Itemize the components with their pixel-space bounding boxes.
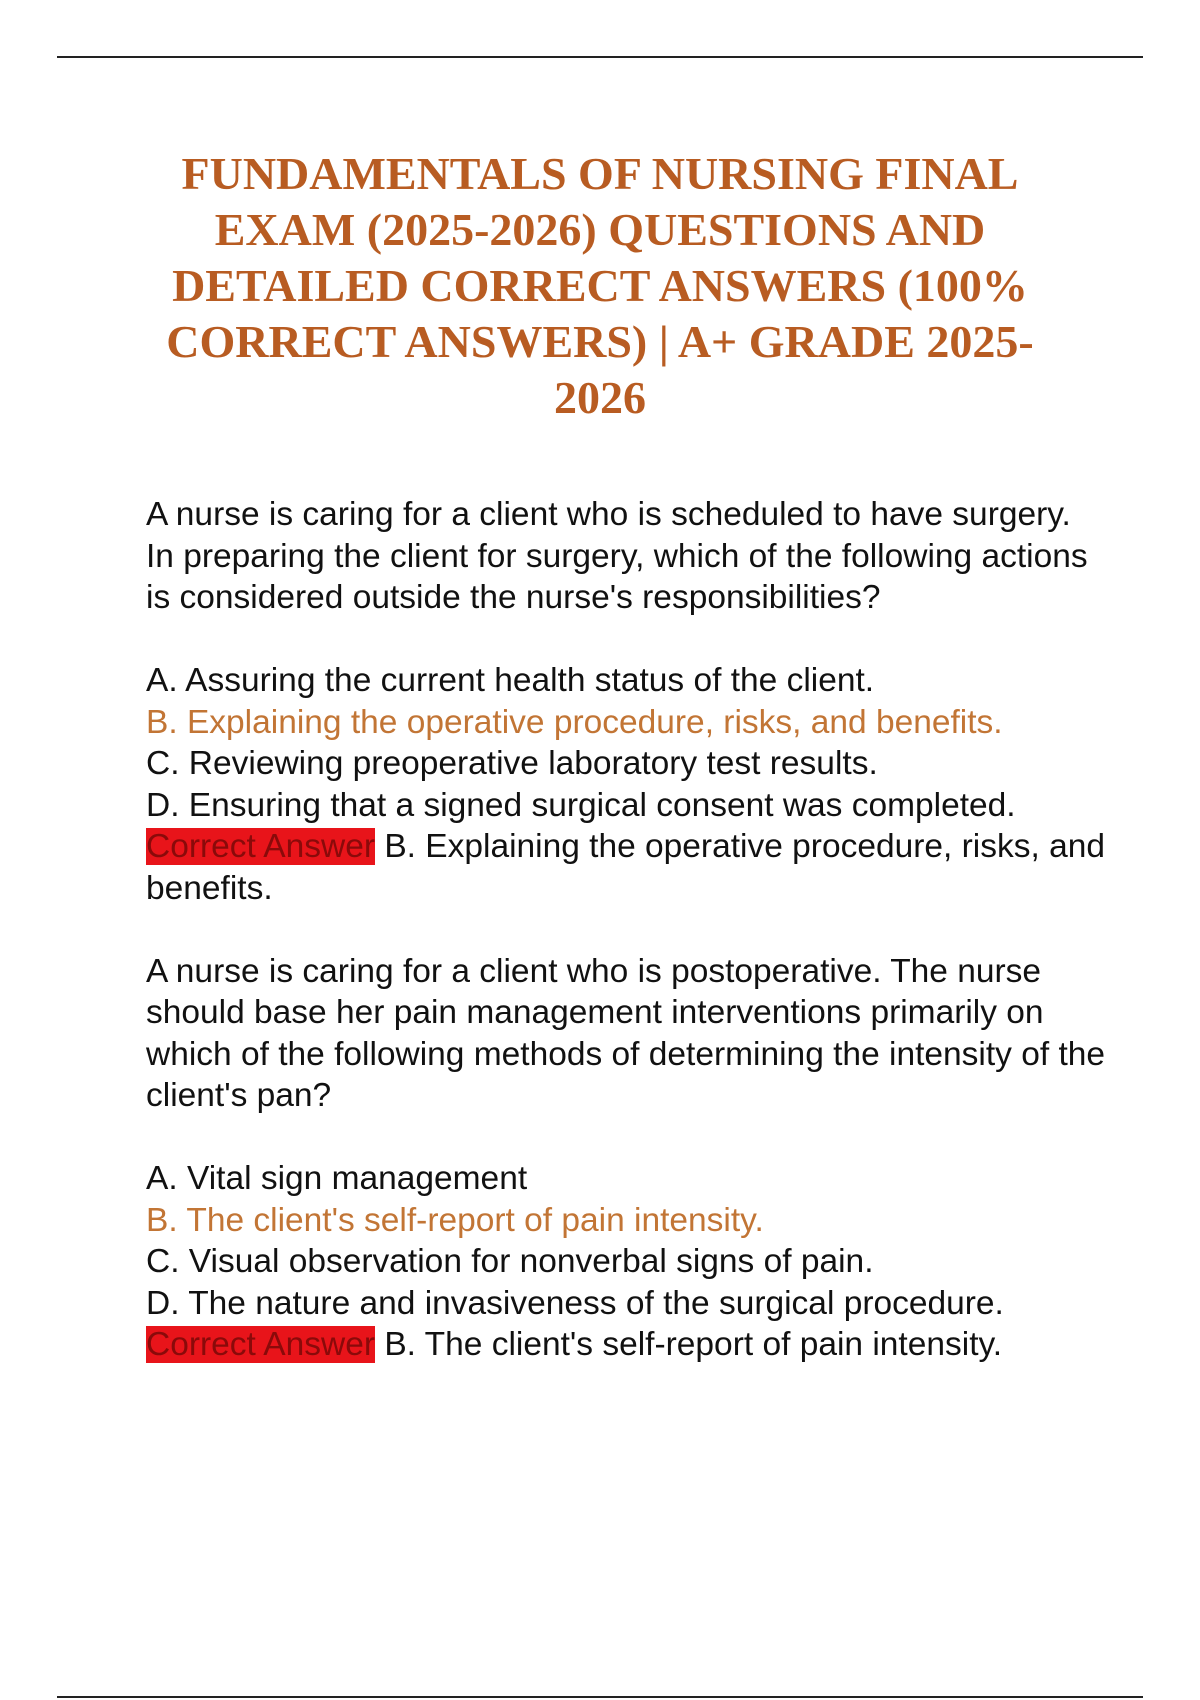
- document-title: FUNDAMENTALS OF NURSING FINAL EXAM (2025-2026) QUESTIONS AND DETAILED CORRECT ANSWERS (100% CORRECT ANSWERS) | A+ GRADE 2025-2026: [166, 148, 1034, 423]
- top-divider: [57, 56, 1143, 58]
- correct-answer-line: [146, 1324, 1106, 1366]
- correct-answer-line: [146, 826, 1106, 909]
- correct-answer-label: Correct Answer: [146, 828, 375, 865]
- question-block-2: [146, 951, 1106, 1366]
- option-b-highlighted: B. Explaining the operative procedure, risks, and benefits.: [146, 703, 1003, 741]
- question-text: A nurse is caring for a client who is scheduled to have surgery. In preparing the client for surgery, which of the following actions is considered outside the nurse's responsibilities?: [146, 496, 1088, 616]
- question-list: [146, 494, 1106, 1407]
- correct-answer-label: Correct Answer: [146, 1326, 375, 1363]
- option-b-highlighted: B. The client's self-report of pain intensity.: [146, 1201, 764, 1239]
- option-c: C. Reviewing preoperative laboratory test results.: [146, 745, 878, 782]
- option-c: C. Visual observation for nonverbal signs of pain.: [146, 1243, 874, 1280]
- correct-answer-text: B. The client's self-report of pain intensity.: [384, 1326, 1003, 1363]
- question-block-1: [146, 494, 1106, 909]
- option-d: D. The nature and invasiveness of the surgical procedure.: [146, 1284, 1004, 1322]
- bottom-divider: [57, 1696, 1143, 1698]
- option-a: A. Assuring the current health status of the client.: [146, 662, 875, 699]
- option-d: D. Ensuring that a signed surgical consent was completed.: [146, 786, 1016, 824]
- option-a: A. Vital sign management: [146, 1160, 528, 1197]
- question-text: A nurse is caring for a client who is postoperative. The nurse should base her pain management interventions primarily on which of the following methods of determining the intensity of the client's pan?: [146, 952, 1106, 1114]
- correct-answer-text: B. Explaining the operative procedure, risks, and benefits.: [146, 828, 1105, 907]
